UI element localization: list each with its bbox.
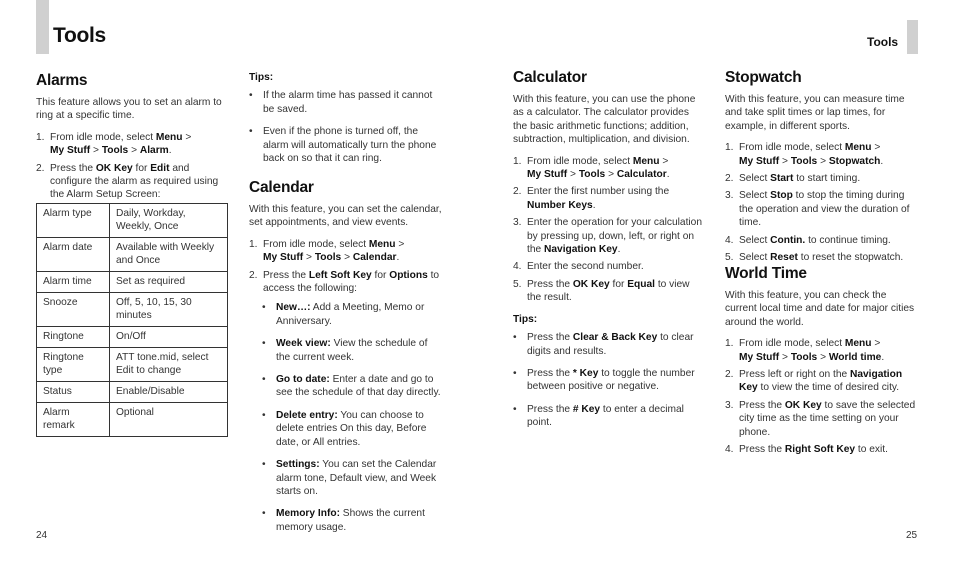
calendar-step: 2. Press the Left Soft Key for Options to access the following: — [249, 269, 440, 295]
page-title: Tools — [53, 24, 106, 47]
table-row: Status Enable/Disable — [37, 382, 228, 403]
list-item: • Press the # Key to enter a decimal point. — [513, 403, 684, 429]
list-item: • Even if the phone is turned off, the alarm will automatically turn the phone back on so that it can ring. — [249, 126, 437, 165]
calculator-tips-heading: Tips: — [513, 313, 538, 325]
alarms-step: 1. From idle mode, select Menu > My Stuff > Tools > Alarm. — [36, 131, 192, 157]
calculator-step: 1. From idle mode, select Menu > My Stuff > Tools > Calculator. — [513, 155, 670, 181]
calculator-heading: Calculator — [513, 69, 587, 86]
calendar-options — [249, 301, 444, 534]
list-item: • If the alarm time has passed it cannot be saved. — [249, 90, 433, 115]
page-number-right: 25 — [906, 530, 918, 541]
table-row: Alarm type Daily, Workday, Weekly, Once — [37, 204, 228, 238]
worldtime-section — [725, 265, 920, 460]
calculator-step: 3. Enter the operation for your calculation by pressing up, down, left, or right on the Navigation Key. — [513, 217, 702, 256]
calendar-section — [249, 179, 444, 543]
table-row: Alarm remark Optional — [37, 403, 228, 437]
stopwatch-step: 4. Select Contin. to continue timing. — [725, 234, 891, 246]
calculator-step: 5. Press the OK Key for Equal to view the result. — [513, 278, 690, 304]
calendar-step: 1. From idle mode, select Menu > My Stuff > Tools > Calendar. — [249, 238, 405, 264]
page-tab-marker-left — [36, 0, 49, 54]
stopwatch-step: 3. Select Stop to stop the timing during the operation and view the duration of time. — [725, 190, 910, 229]
alarm-tips — [249, 71, 444, 174]
list-item: • Press the Clear & Back Key to clear digits and results. — [513, 332, 694, 357]
stopwatch-step: 2. Select Start to start timing. — [725, 173, 861, 185]
list-item: • Settings: You can set the Calendar alarm tone, Default view, and Week starts on. — [262, 459, 437, 497]
stopwatch-heading: Stopwatch — [725, 69, 802, 86]
worldtime-intro: With this feature, you can check the current local time and date for major cities around the world. — [725, 290, 915, 328]
list-item: • Memory Info: Shows the current memory usage. — [262, 508, 425, 533]
calculator-section — [513, 69, 705, 439]
list-item: • New…: Add a Meeting, Memo or Anniversary. — [262, 302, 425, 327]
page-number-left: 24 — [36, 530, 48, 541]
page-tab-marker-right — [907, 20, 918, 54]
calendar-steps — [249, 238, 444, 296]
alarms-intro: This feature allows you to set an alarm to ring at a specific time. — [36, 97, 222, 122]
stopwatch-step: 1. From idle mode, select Menu > My Stuff > Tools > Stopwatch. — [725, 142, 884, 167]
tips-list — [249, 89, 444, 165]
stopwatch-steps — [725, 141, 920, 264]
calculator-step: 2. Enter the first number using the Number Keys. — [513, 186, 670, 211]
calendar-intro: With this feature, you can set the calendar, set appointments, and view events. — [249, 204, 442, 229]
calculator-step: 4. Enter the second number. — [513, 261, 644, 273]
alarms-steps — [36, 131, 226, 202]
table-row: Alarm date Available with Weekly and Once — [37, 238, 228, 272]
alarm-settings-table — [36, 203, 228, 437]
table-row: Alarm time Set as required — [37, 272, 228, 293]
table-row: Ringtone On/Off — [37, 327, 228, 348]
alarms-step: 2. Press the OK Key for Edit and configure the alarm as required using the Alarm Setup Screen: — [36, 162, 219, 201]
list-item: • Press the * Key to toggle the number between positive or negative. — [513, 367, 695, 393]
worldtime-step: 3. Press the OK Key to save the selected city time as the time setting on your phone. — [725, 399, 916, 438]
worldtime-steps — [725, 337, 920, 456]
alarms-heading: Alarms — [36, 72, 88, 89]
worldtime-step: 4. Press the Right Soft Key to exit. — [725, 444, 888, 456]
list-item: • Delete entry: You can choose to delete entries On this day, Before date, or All entries. — [262, 409, 427, 448]
table-row: Snooze Off, 5, 10, 15, 30 minutes — [37, 293, 228, 327]
calculator-tips — [513, 331, 705, 429]
stopwatch-step: 5. Select Reset to reset the stopwatch. — [725, 252, 904, 264]
tips-heading: Tips: — [249, 72, 274, 83]
running-header: Tools — [867, 35, 899, 49]
stopwatch-intro: With this feature, you can measure time and take split times or lap times, for example, in different sports. — [725, 94, 905, 132]
calculator-steps — [513, 155, 705, 305]
worldtime-heading: World Time — [725, 265, 807, 282]
list-item: • Go to date: Enter a date and go to see the schedule of that day directly. — [262, 374, 441, 399]
worldtime-step: 1. From idle mode, select Menu > My Stuff > Tools > World time. — [725, 338, 885, 363]
list-item: • Week view: View the schedule of the current week. — [262, 338, 428, 363]
table-row: Ringtone type ATT tone.mid, select Edit to change — [37, 348, 228, 382]
stopwatch-section — [725, 69, 920, 268]
calculator-intro: With this feature, you can use the phone as a calculator. The calculator provides the basic arithmetic functions; addition, subtraction, multiplication, and division. — [513, 94, 696, 146]
worldtime-step: 2. Press left or right on the Navigation Key to view the time of desired city. — [725, 369, 903, 394]
calendar-heading: Calendar — [249, 179, 314, 196]
alarms-section — [36, 72, 226, 206]
